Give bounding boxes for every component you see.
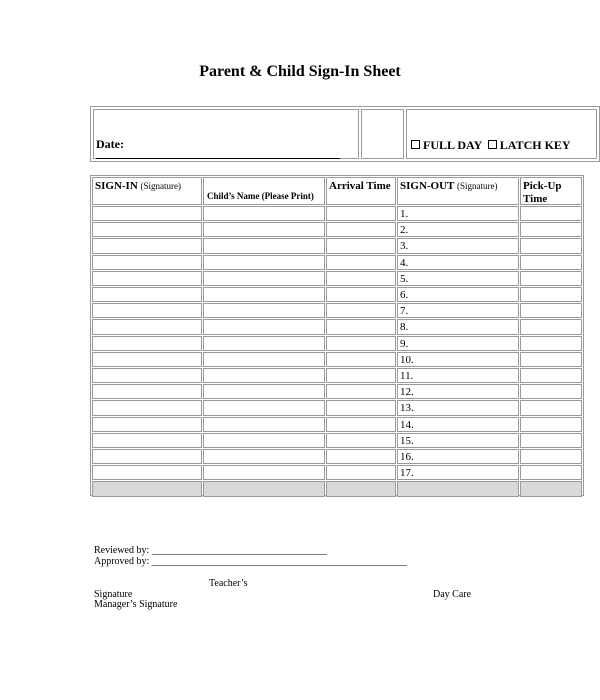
- table-cell[interactable]: [520, 255, 582, 270]
- table-cell[interactable]: [520, 465, 582, 480]
- sign-out-note: (Signature): [456, 181, 498, 191]
- table-cell[interactable]: [203, 368, 325, 383]
- signature-label: Signature: [94, 589, 133, 600]
- table-cell[interactable]: 10.: [397, 352, 519, 367]
- date-cell[interactable]: [93, 109, 359, 159]
- table-cell[interactable]: 6.: [397, 287, 519, 302]
- options-cell: [406, 109, 597, 159]
- table-cell[interactable]: [92, 222, 202, 237]
- day-care-label: Day Care: [433, 589, 472, 600]
- table-cell[interactable]: [203, 336, 325, 351]
- header-sign-out: [397, 177, 519, 205]
- table-cell[interactable]: [520, 206, 582, 221]
- table-cell[interactable]: [520, 303, 582, 318]
- table-cell[interactable]: [326, 336, 396, 351]
- table-cell[interactable]: 12.: [397, 384, 519, 399]
- table-cell[interactable]: [203, 384, 325, 399]
- table-cell[interactable]: [92, 400, 202, 415]
- table-cell[interactable]: 13.: [397, 400, 519, 415]
- table-cell[interactable]: [92, 433, 202, 448]
- table-cell[interactable]: [326, 433, 396, 448]
- table-cell[interactable]: [520, 417, 582, 432]
- table-cell[interactable]: [203, 465, 325, 480]
- table-cell[interactable]: [326, 287, 396, 302]
- table-cell[interactable]: [326, 206, 396, 221]
- table-cell[interactable]: [92, 206, 202, 221]
- full-day-checkbox[interactable]: [411, 140, 420, 149]
- header-child-name: Child’s Name (Please Print): [203, 177, 325, 205]
- table-cell[interactable]: [203, 433, 325, 448]
- table-cell[interactable]: [92, 449, 202, 464]
- table-cell[interactable]: [92, 352, 202, 367]
- table-cell[interactable]: [326, 400, 396, 415]
- table-cell[interactable]: [92, 271, 202, 286]
- date-line: [96, 158, 340, 159]
- table-cell[interactable]: 16.: [397, 449, 519, 464]
- approved-by: Approved by: ___________________________________________________: [94, 556, 407, 567]
- shaded-cell: [326, 481, 396, 496]
- table-cell[interactable]: 17.: [397, 465, 519, 480]
- table-cell[interactable]: [203, 417, 325, 432]
- table-cell[interactable]: [520, 352, 582, 367]
- table-cell[interactable]: [92, 255, 202, 270]
- table-cell[interactable]: 5.: [397, 271, 519, 286]
- table-cell[interactable]: 15.: [397, 433, 519, 448]
- table-cell[interactable]: [326, 303, 396, 318]
- table-cell[interactable]: [520, 449, 582, 464]
- page-title: Parent & Child Sign-In Sheet: [199, 63, 401, 80]
- table-cell[interactable]: [92, 384, 202, 399]
- table-cell[interactable]: 11.: [397, 368, 519, 383]
- header-pickup-time: Pick-Up Time: [520, 177, 582, 205]
- table-cell[interactable]: [203, 449, 325, 464]
- table-cell[interactable]: [92, 417, 202, 432]
- table-cell[interactable]: [203, 287, 325, 302]
- date-label: Date:: [96, 137, 124, 151]
- header-sign-in: [92, 177, 202, 205]
- table-cell[interactable]: [520, 433, 582, 448]
- table-cell[interactable]: [520, 287, 582, 302]
- sign-out-label: SIGN-OUT: [400, 180, 455, 192]
- manager-signature-label: Manager’s Signature: [94, 599, 178, 610]
- sign-in-note: (Signature): [140, 181, 182, 191]
- table-cell[interactable]: 8.: [397, 319, 519, 334]
- table-cell[interactable]: [203, 319, 325, 334]
- table-cell[interactable]: [92, 336, 202, 351]
- table-cell[interactable]: [203, 400, 325, 415]
- table-cell[interactable]: [326, 368, 396, 383]
- table-cell[interactable]: [92, 319, 202, 334]
- latch-key-checkbox[interactable]: [488, 140, 497, 149]
- table-cell[interactable]: [326, 222, 396, 237]
- table-cell[interactable]: 14.: [397, 417, 519, 432]
- table-cell[interactable]: [326, 271, 396, 286]
- shaded-cell: [397, 481, 519, 496]
- latch-key-label: LATCH KEY: [499, 138, 571, 152]
- table-cell[interactable]: [520, 400, 582, 415]
- table-cell[interactable]: [203, 303, 325, 318]
- table-cell[interactable]: [203, 271, 325, 286]
- table-cell[interactable]: [203, 222, 325, 237]
- shaded-cell: [92, 481, 202, 496]
- table-cell[interactable]: [92, 368, 202, 383]
- table-cell[interactable]: [520, 384, 582, 399]
- session-options: [411, 138, 571, 153]
- table-cell[interactable]: [326, 465, 396, 480]
- table-cell[interactable]: [520, 336, 582, 351]
- header-arrival-time: Arrival Time: [326, 177, 396, 205]
- table-cell[interactable]: [326, 255, 396, 270]
- table-cell[interactable]: [203, 352, 325, 367]
- table-cell[interactable]: [92, 238, 202, 253]
- table-cell[interactable]: [326, 449, 396, 464]
- table-cell[interactable]: 3.: [397, 238, 519, 253]
- table-cell[interactable]: [326, 319, 396, 334]
- blank-cell: [361, 109, 404, 159]
- table-cell[interactable]: 9.: [397, 336, 519, 351]
- table-cell[interactable]: [520, 238, 582, 253]
- table-cell[interactable]: [92, 287, 202, 302]
- table-cell[interactable]: 2.: [397, 222, 519, 237]
- shaded-cell: [203, 481, 325, 496]
- table-cell[interactable]: [520, 368, 582, 383]
- table-cell[interactable]: [326, 238, 396, 253]
- sign-in-table: [90, 175, 584, 496]
- full-day-label: FULL DAY: [423, 138, 482, 152]
- teachers-label: Teacher’s: [209, 578, 248, 589]
- table-cell[interactable]: [203, 255, 325, 270]
- table-cell[interactable]: [520, 319, 582, 334]
- table-cell[interactable]: [92, 465, 202, 480]
- table-cell[interactable]: [203, 238, 325, 253]
- table-cell[interactable]: 4.: [397, 255, 519, 270]
- table-cell[interactable]: [520, 222, 582, 237]
- table-cell[interactable]: [520, 271, 582, 286]
- table-cell[interactable]: [326, 417, 396, 432]
- table-cell[interactable]: [326, 384, 396, 399]
- table-cell[interactable]: [326, 352, 396, 367]
- date-box: [90, 106, 600, 162]
- reviewed-by: Reviewed by: ___________________________________: [94, 545, 327, 556]
- table-cell[interactable]: [203, 206, 325, 221]
- shaded-cell: [520, 481, 582, 496]
- table-cell[interactable]: 7.: [397, 303, 519, 318]
- sign-in-label: SIGN-IN: [95, 180, 138, 192]
- table-cell[interactable]: 1.: [397, 206, 519, 221]
- table-cell[interactable]: [92, 303, 202, 318]
